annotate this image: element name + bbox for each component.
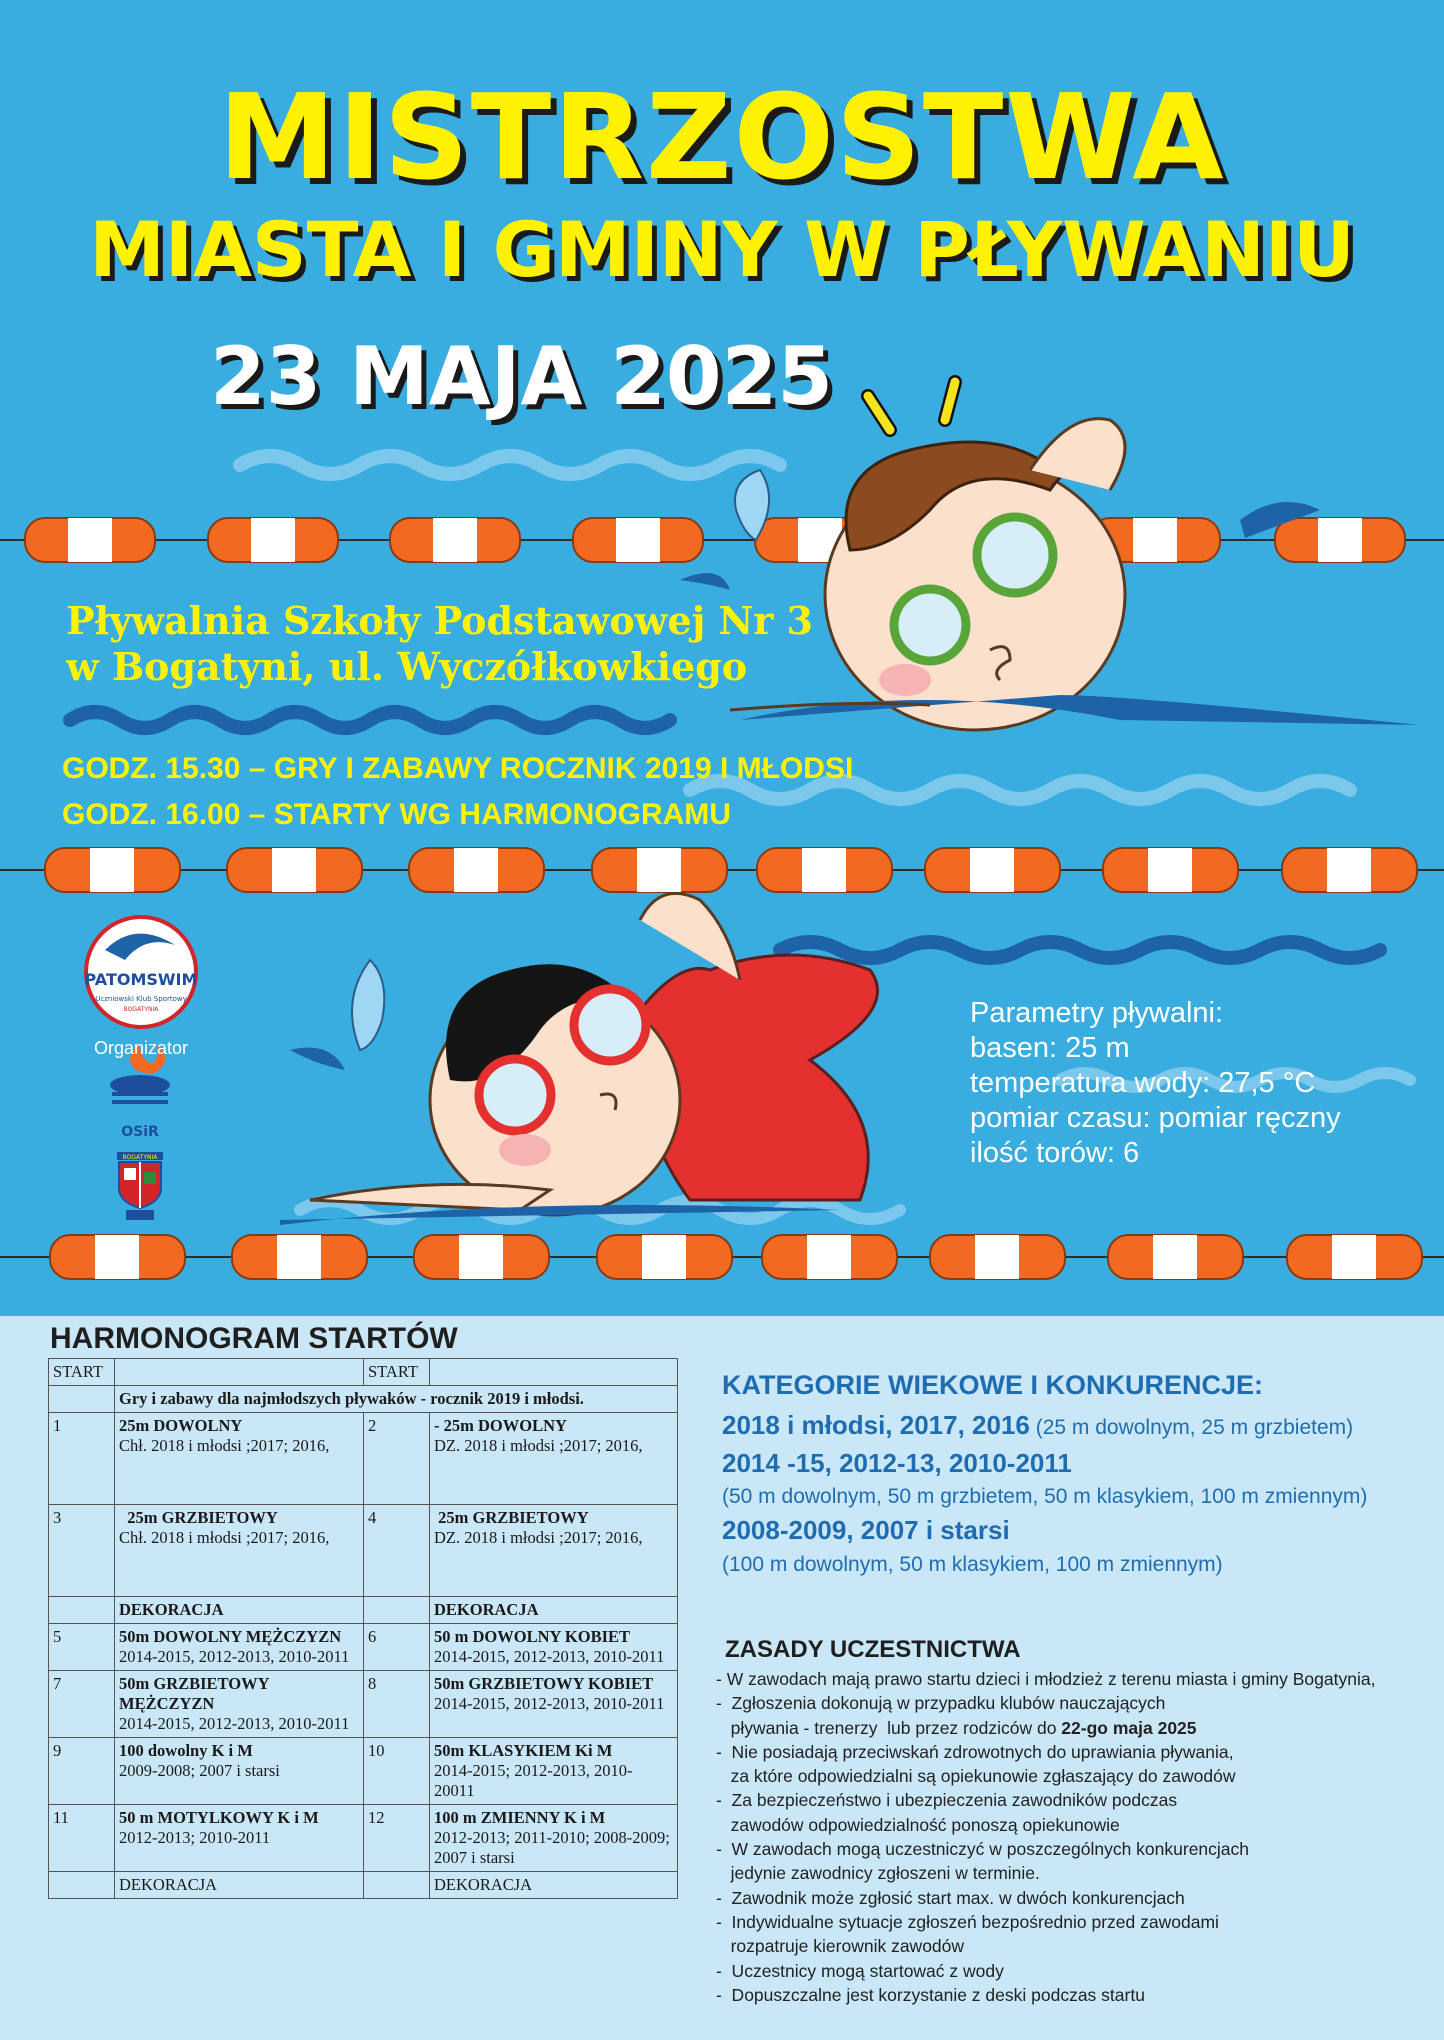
rule-item: rozpatruje kierownik zawodów xyxy=(716,1936,965,1957)
rule-item: - Dopuszczalne jest korzystanie z deski podczas startu xyxy=(716,1984,1145,2005)
svg-text:BOGATYNIA: BOGATYNIA xyxy=(123,1006,159,1013)
table-row-deco xyxy=(49,1872,678,1899)
organizer-label: Organizator xyxy=(93,1038,189,1058)
schedule-title: HARMONOGRAM STARTÓW xyxy=(50,1322,458,1355)
category-group-3-events: (100 m dowolnym, 50 m klasykiem, 100 m zmiennym) xyxy=(722,1553,1223,1576)
table-row: 3 25m GRZBIETOWY Chł. 2018 i młodsi ;2017; 2016, 4 25m GRZBIETOWY DZ. 2018 i młodsi ;2017; 2016, xyxy=(49,1505,678,1597)
pool-parameters-heading: Parametry pływalni: xyxy=(970,997,1224,1029)
category-group-1-years: 2018 i młodsi, 2017, 2016 xyxy=(722,1410,1030,1440)
table-row: 1 25m DOWOLNY Chł. 2018 i młodsi ;2017; 2016, 2 - 25m DOWOLNY DZ. 2018 i młodsi ;2017; 2016, xyxy=(49,1413,678,1505)
venue-line-1: Pływalnia Szkoły Podstawowej Nr 3 xyxy=(66,598,813,643)
rule-item: - W zawodach mogą uczestniczyć w poszczególnych konkurencjach xyxy=(716,1839,1250,1860)
rule-item: - Uczestnicy mogą startować z wody xyxy=(716,1960,1004,1981)
timing-method: pomiar czasu: pomiar ręczny xyxy=(970,1102,1341,1134)
rule-item: - Nie posiadają przeciwskań zdrowotnych do uprawiania pływania, xyxy=(716,1741,1234,1762)
rule-item: - Za bezpieczeństwo i ubezpieczenia zawodników podczas xyxy=(716,1790,1178,1811)
rule-item: - W zawodach mają prawo startu dzieci i młodzież z terenu miasta i gminy Bogatynia, xyxy=(716,1669,1376,1689)
water-temperature: temperatura wody: 27,5 °C xyxy=(970,1067,1316,1099)
category-group-1-events: (25 m dowolnym, 25 m grzbietem) xyxy=(1029,1416,1354,1439)
pool-length: basen: 25 m xyxy=(970,1032,1130,1064)
category-group-2-events: (50 m dowolnym, 50 m grzbietem, 50 m klasykiem, 100 m zmiennym) xyxy=(722,1485,1368,1508)
registration-deadline: 22-go maja 2025 xyxy=(1061,1717,1197,1738)
header-start-1: START xyxy=(49,1359,115,1386)
venue-line-2: w Bogatyni, ul. Wyczółkowkiego xyxy=(66,644,748,689)
table-row: 5 50m DOWOLNY MĘŻCZYZN 2014-2015, 2012-2013, 2010-2011 6 50 m DOWOLNY KOBIET 2014-2015, 2012-2013, 2010-2011 xyxy=(49,1624,678,1671)
patomswim-wordmark: PATOMSWIM xyxy=(84,970,198,989)
table-row: 11 50 m MOTYLKOWY K i M 2012-2013; 2010-2011 12 100 m ZMIENNY K i M 2012-2013; 2011-2010; 2008-2009; 2007 i starsi xyxy=(49,1805,678,1872)
table-row xyxy=(49,1386,678,1413)
venue xyxy=(66,598,813,690)
table-row-deco xyxy=(49,1597,678,1624)
lane-rope-3 xyxy=(0,1235,1444,1279)
header-start-2: START xyxy=(364,1359,430,1386)
deco-cell: DEKORACJA xyxy=(115,1597,364,1624)
rule-item: jedynie zawodnicy zgłoszeni w terminie. xyxy=(716,1863,1040,1884)
rule-item: - Indywidualne sytuacje zgłoszeń bezpośrednio przed zawodami xyxy=(716,1911,1219,1932)
rule-item: za które odpowiedzialni są opiekunowie zgłaszający do zawodów xyxy=(716,1766,1236,1787)
svg-text:BOGATYNIA: BOGATYNIA xyxy=(122,1154,158,1161)
table-row: 7 50m GRZBIETOWY MĘŻCZYZN 2014-2015, 2012-2013, 2010-2011 8 50m GRZBIETOWY KOBIET 2014-2015, 2012-2013, 2010-2011 xyxy=(49,1671,678,1738)
pool-parameters xyxy=(970,996,1341,1171)
rule-item: zawodów odpowiedzialność ponoszą opiekunowie xyxy=(716,1814,1120,1835)
lane-rope-1 xyxy=(0,518,1444,562)
hours-games: GODZ. 15.30 – GRY I ZABAWY ROCZNIK 2019 I MŁODSI xyxy=(62,752,854,785)
title-championships: MISTRZOSTWA xyxy=(218,68,1226,206)
category-group-1 xyxy=(722,1410,1353,1441)
svg-text:Uczniowski Klub Sportowy: Uczniowski Klub Sportowy xyxy=(95,995,187,1003)
schedule-table xyxy=(48,1358,678,1899)
bogatynia-crest xyxy=(117,1152,163,1220)
hours-starts: GODZ. 16.00 – STARTY WG HARMONOGRAMU xyxy=(62,798,731,831)
intro-row: Gry i zabawy dla najmłodszych pływaków - rocznik 2019 i młodsi. xyxy=(115,1386,678,1413)
category-group-2-years: 2014 -15, 2012-13, 2010-2011 xyxy=(722,1448,1072,1478)
deco-cell: DEKORACJA xyxy=(430,1597,678,1624)
deco-cell: DEKORACJA xyxy=(115,1872,364,1899)
table-header-row xyxy=(49,1359,678,1386)
category-group-3-years: 2008-2009, 2007 i starsi xyxy=(722,1515,1010,1545)
lane-count: ilość torów: 6 xyxy=(970,1137,1140,1169)
rule-item: pływania - trenerzy lub przez rodziców do 22-go maja 2025 xyxy=(716,1717,1197,1738)
rule-item: - Zawodnik może zgłosić start max. w dwóch konkurencjach xyxy=(716,1887,1185,1908)
rule-item: - Zgłoszenia dokonują w przypadku klubów nauczających xyxy=(716,1693,1166,1714)
rules-list xyxy=(716,1667,1436,2007)
table-row: 9 100 dowolny K i M 2009-2008; 2007 i starsi 10 50m KLASYKIEM Ki M 2014-2015; 2012-2013, 2010-20011 xyxy=(49,1738,678,1805)
deco-cell: DEKORACJA xyxy=(430,1872,678,1899)
svg-text:OSiR: OSiR xyxy=(121,1124,159,1140)
rules-title: ZASADY UCZESTNICTWA xyxy=(725,1636,1021,1663)
event-date: 23 MAJA 2025 xyxy=(210,330,833,423)
lane-rope-2 xyxy=(0,848,1444,892)
patomswim-logo xyxy=(85,917,198,1027)
title-city-swimming: MIASTA I GMINY W PŁYWANIU xyxy=(89,205,1355,294)
categories-title: KATEGORIE WIEKOWE I KONKURENCJE: xyxy=(722,1370,1264,1400)
